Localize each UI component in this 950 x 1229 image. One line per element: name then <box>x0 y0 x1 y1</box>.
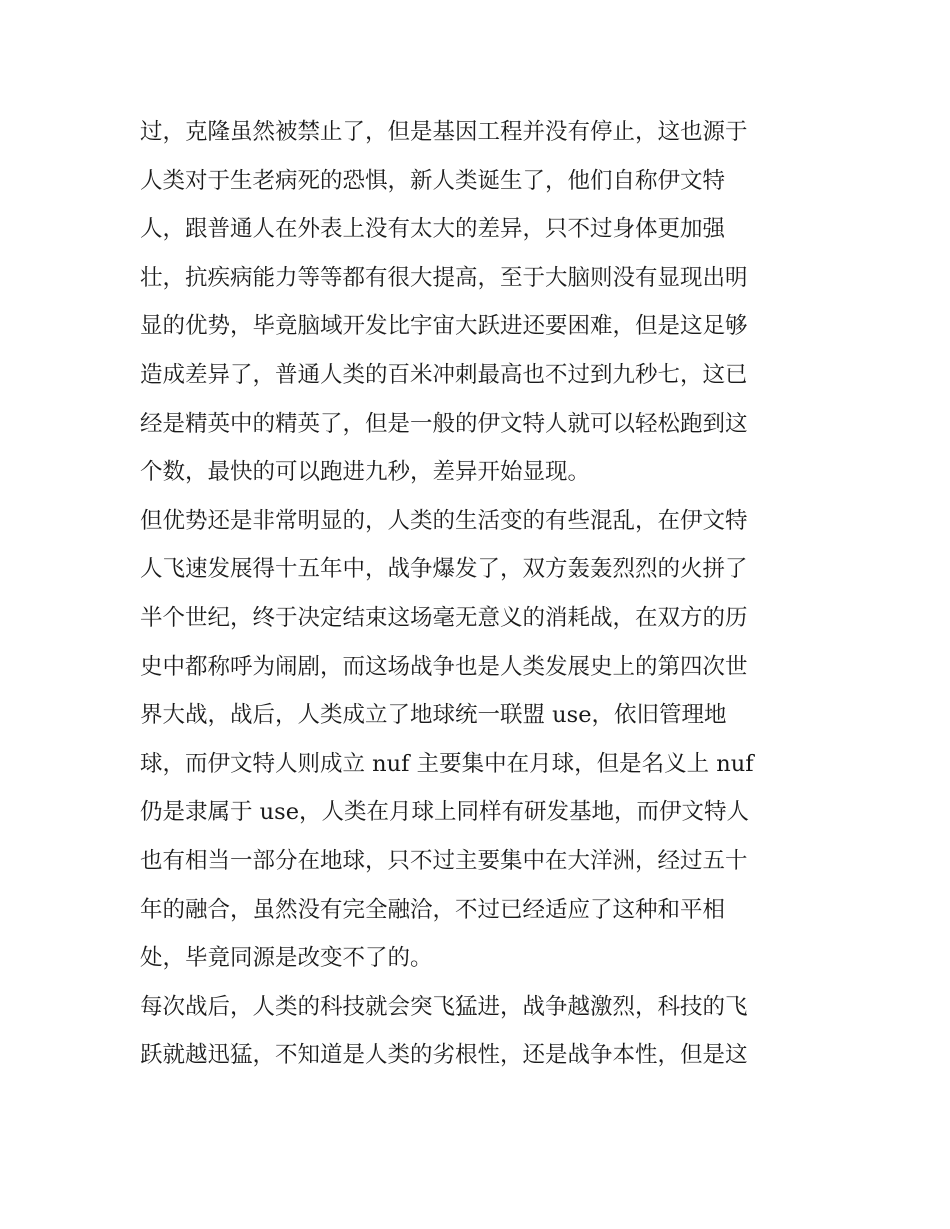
text-line: 界大战，战后，人类成立了地球统一联盟 use，依旧管理地 <box>140 702 727 729</box>
text-line: 史中都称呼为闹剧，而这场战争也是人类发展史上的第四次世 <box>140 653 748 680</box>
text-line: 过，克隆虽然被禁止了，但是基因工程并没有停止，这也源于 <box>140 119 748 145</box>
body-text <box>140 108 830 1080</box>
text-line: 个数，最快的可以跑进九秒，差异开始显现。 <box>140 459 591 486</box>
text-line: 显的优势，毕竟脑域开发比宇宙大跃进还要困难，但是这足够 <box>140 313 748 340</box>
text-line: 壮，抗疾病能力等等都有很大提高，至于大脑则没有显现出明 <box>140 264 748 291</box>
text-line: 处，毕竟同源是改变不了的。 <box>140 945 433 972</box>
text-line: 经是精英中的精英了，但是一般的伊文特人就可以轻松跑到这 <box>140 410 748 437</box>
text-line: 跃就越迅猛，不知道是人类的劣根性，还是战争本性，但是这 <box>140 1042 748 1069</box>
text-line: 造成差异了，普通人类的百米冲刺最高也不过到九秒七，这已 <box>140 361 748 388</box>
text-line: 但优势还是非常明显的，人类的生活变的有些混乱，在伊文特 <box>140 507 748 534</box>
text-line: 半个世纪，终于决定结束这场毫无意义的消耗战，在双方的历 <box>140 604 748 631</box>
text-line: 人，跟普通人在外表上没有太大的差异，只不过身体更加强 <box>140 216 726 243</box>
text-line: 球，而伊文特人则成立 nuf 主要集中在月球，但是名义上 nuf <box>140 750 754 777</box>
text-line: 仍是隶属于 use，人类在月球上同样有研发基地，而伊文特人 <box>140 799 750 826</box>
text-line: 人类对于生老病死的恐惧，新人类诞生了，他们自称伊文特 <box>140 167 726 194</box>
text-line: 年的融合，虽然没有完全融洽，不过已经适应了这种和平相 <box>140 896 726 923</box>
text-line: 每次战后，人类的科技就会突飞猛进，战争越激烈，科技的飞 <box>140 993 748 1020</box>
text-line: 人飞速发展得十五年中，战争爆发了，双方轰轰烈烈的火拼了 <box>140 556 748 583</box>
text-line: 也有相当一部分在地球，只不过主要集中在大洋洲，经过五十 <box>140 847 748 874</box>
